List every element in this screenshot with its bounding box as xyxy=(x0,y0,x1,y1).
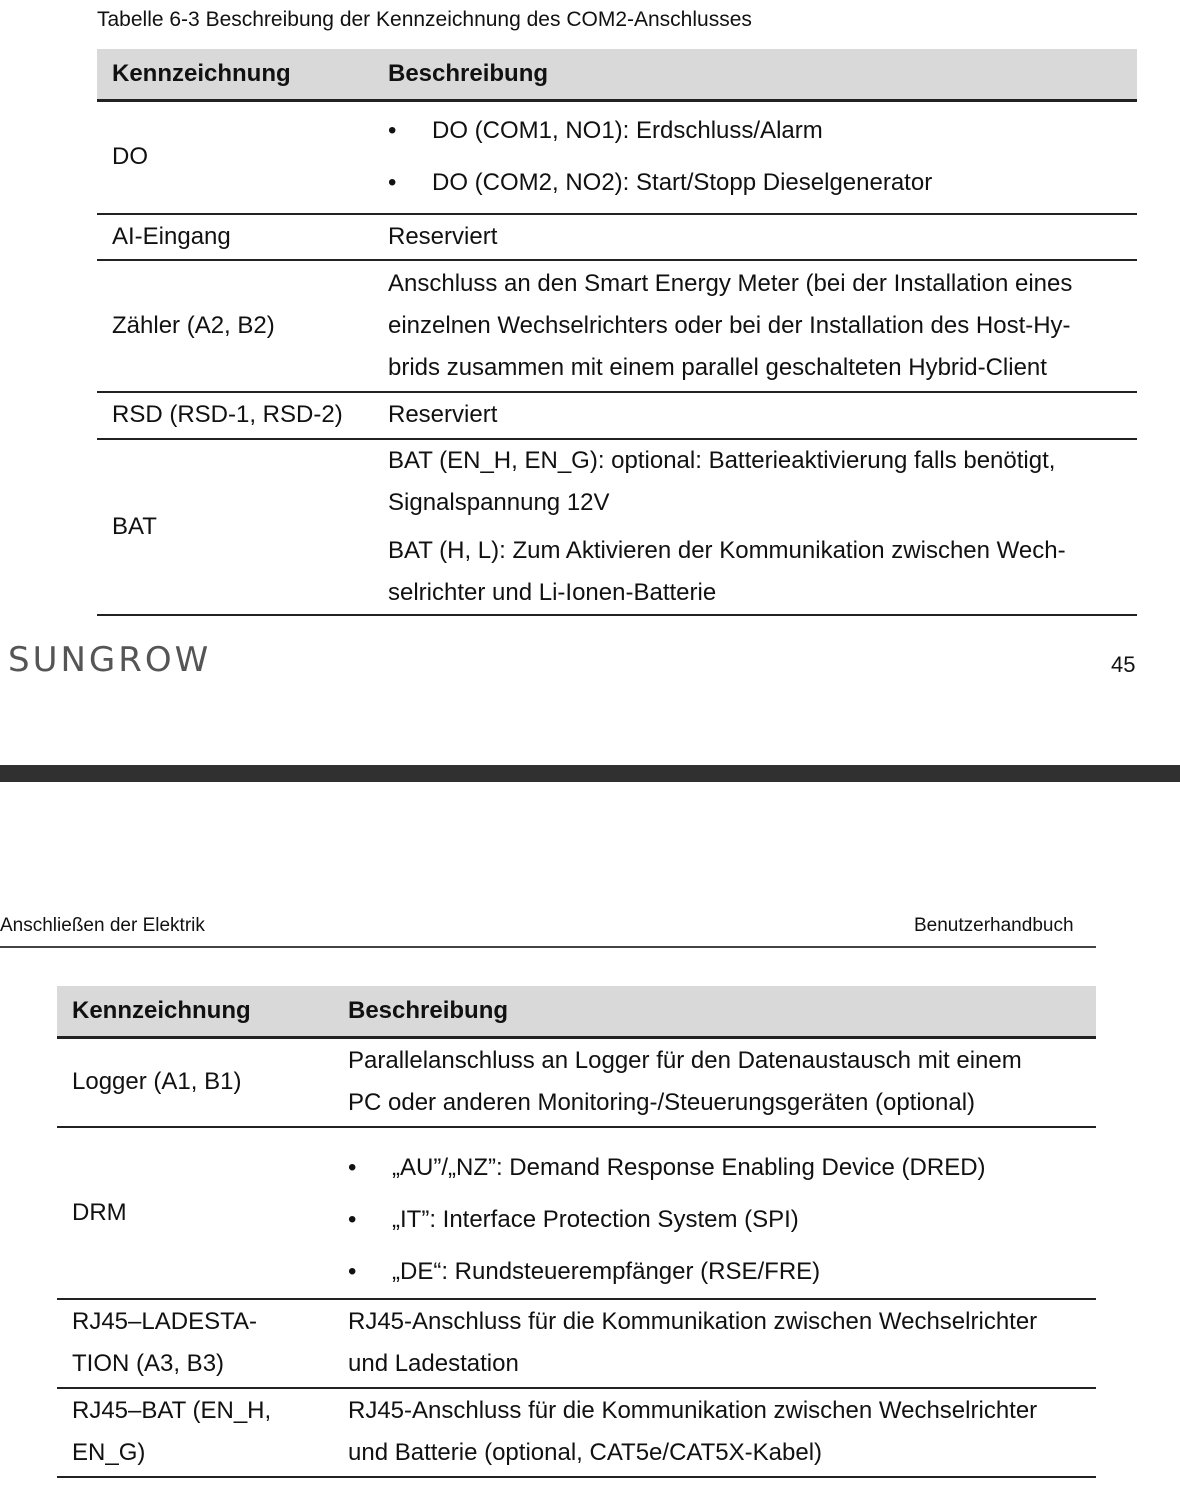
page-number: 45 xyxy=(1111,652,1136,677)
table-header-row xyxy=(97,49,1137,101)
row-label: RSD (RSD-1, RSD-2) xyxy=(97,392,373,439)
row-label: DRM xyxy=(57,1127,333,1299)
header-kennzeichnung: Kennzeichnung xyxy=(57,986,333,1038)
label-line: EN_G) xyxy=(72,1439,146,1466)
row-description xyxy=(333,1388,1096,1477)
row-description: Reserviert xyxy=(373,214,1137,260)
header-beschreibung: Beschreibung xyxy=(333,986,1096,1038)
table-caption: Tabelle 6-3 Beschreibung der Kennzeichnung des COM2-Anschlusses xyxy=(97,8,752,31)
table-header-row xyxy=(57,986,1096,1038)
bullet-item: • „DE“: Rundsteuerempfänger (RSE/FRE) xyxy=(348,1246,1081,1298)
row-label: BAT xyxy=(97,439,373,615)
row-description xyxy=(373,260,1137,392)
label-line: TION (A3, B3) xyxy=(72,1350,225,1377)
chapter-header: Anschließen der Elektrik xyxy=(0,915,205,936)
description-line: Signalspannung 12V xyxy=(388,488,610,516)
description-paragraph xyxy=(388,440,1122,524)
label-line: RJ45–BAT (EN_H, xyxy=(72,1397,272,1424)
row-description xyxy=(373,439,1137,615)
table-row xyxy=(97,439,1137,615)
row-label: Logger (A1, B1) xyxy=(57,1038,333,1127)
description-line: und Batterie (optional, CAT5e/CAT5X-Kabel) xyxy=(348,1439,823,1466)
table-row xyxy=(97,101,1137,214)
table-row xyxy=(57,1127,1096,1299)
description-line: BAT (H, L): Zum Aktivieren der Kommunikation zwischen Wech- xyxy=(388,536,1066,564)
row-label: AI-Eingang xyxy=(97,214,373,260)
table-row xyxy=(57,1299,1096,1388)
table-row xyxy=(57,1388,1096,1477)
bullet-item: • „IT”: Interface Protection System (SPI) xyxy=(348,1194,1081,1246)
description-line: brids zusammen mit einem parallel geschalteten Hybrid-Client xyxy=(388,353,1047,381)
description-paragraph xyxy=(388,530,1122,614)
page-separator xyxy=(0,765,1180,782)
row-description xyxy=(333,1038,1096,1127)
description-line: selrichter und Li-Ionen-Batterie xyxy=(388,578,717,606)
description-line: PC oder anderen Monitoring-/Steuerungsgeräten (optional) xyxy=(348,1089,976,1117)
row-label: DO xyxy=(97,101,373,214)
bullet-item: • DO (COM1, NO1): Erdschluss/Alarm xyxy=(388,105,1122,157)
header-kennzeichnung: Kennzeichnung xyxy=(97,49,373,101)
description-line: RJ45-Anschluss für die Kommunikation zwischen Wechselrichter xyxy=(348,1308,1038,1335)
manual-header: Benutzerhandbuch xyxy=(914,915,1074,936)
table-row xyxy=(97,214,1137,260)
sungrow-logo: SUNGROW xyxy=(8,640,212,680)
row-description xyxy=(333,1299,1096,1388)
label-line: RJ45–LADESTA- xyxy=(72,1308,257,1335)
row-label xyxy=(57,1388,333,1477)
row-label xyxy=(57,1299,333,1388)
table-row xyxy=(97,260,1137,392)
bullet-item: • „AU”/„NZ”: Demand Response Enabling Device (DRED) xyxy=(348,1142,1081,1194)
row-description xyxy=(373,101,1137,214)
table-row xyxy=(57,1038,1096,1127)
table-row xyxy=(97,392,1137,439)
row-description: Reserviert xyxy=(373,392,1137,439)
description-line: BAT (EN_H, EN_G): optional: Batterieaktivierung falls benötigt, xyxy=(388,446,1056,474)
description-line: und Ladestation xyxy=(348,1350,519,1377)
header-beschreibung: Beschreibung xyxy=(373,49,1137,101)
description-line: Anschluss an den Smart Energy Meter (bei der Installation eines xyxy=(388,269,1073,297)
description-line: Parallelanschluss an Logger für den Datenaustausch mit einem xyxy=(348,1047,1022,1075)
description-line: einzelnen Wechselrichters oder bei der Installation des Host-Hy- xyxy=(388,311,1071,339)
description-line: RJ45-Anschluss für die Kommunikation zwischen Wechselrichter xyxy=(348,1397,1038,1424)
bullet-item: • DO (COM2, NO2): Start/Stopp Dieselgenerator xyxy=(388,157,1122,209)
row-description xyxy=(333,1127,1096,1299)
row-label: Zähler (A2, B2) xyxy=(97,260,373,392)
com2-table xyxy=(97,49,1137,616)
com2-table-continued xyxy=(57,986,1096,1478)
header-rule xyxy=(0,946,1096,948)
